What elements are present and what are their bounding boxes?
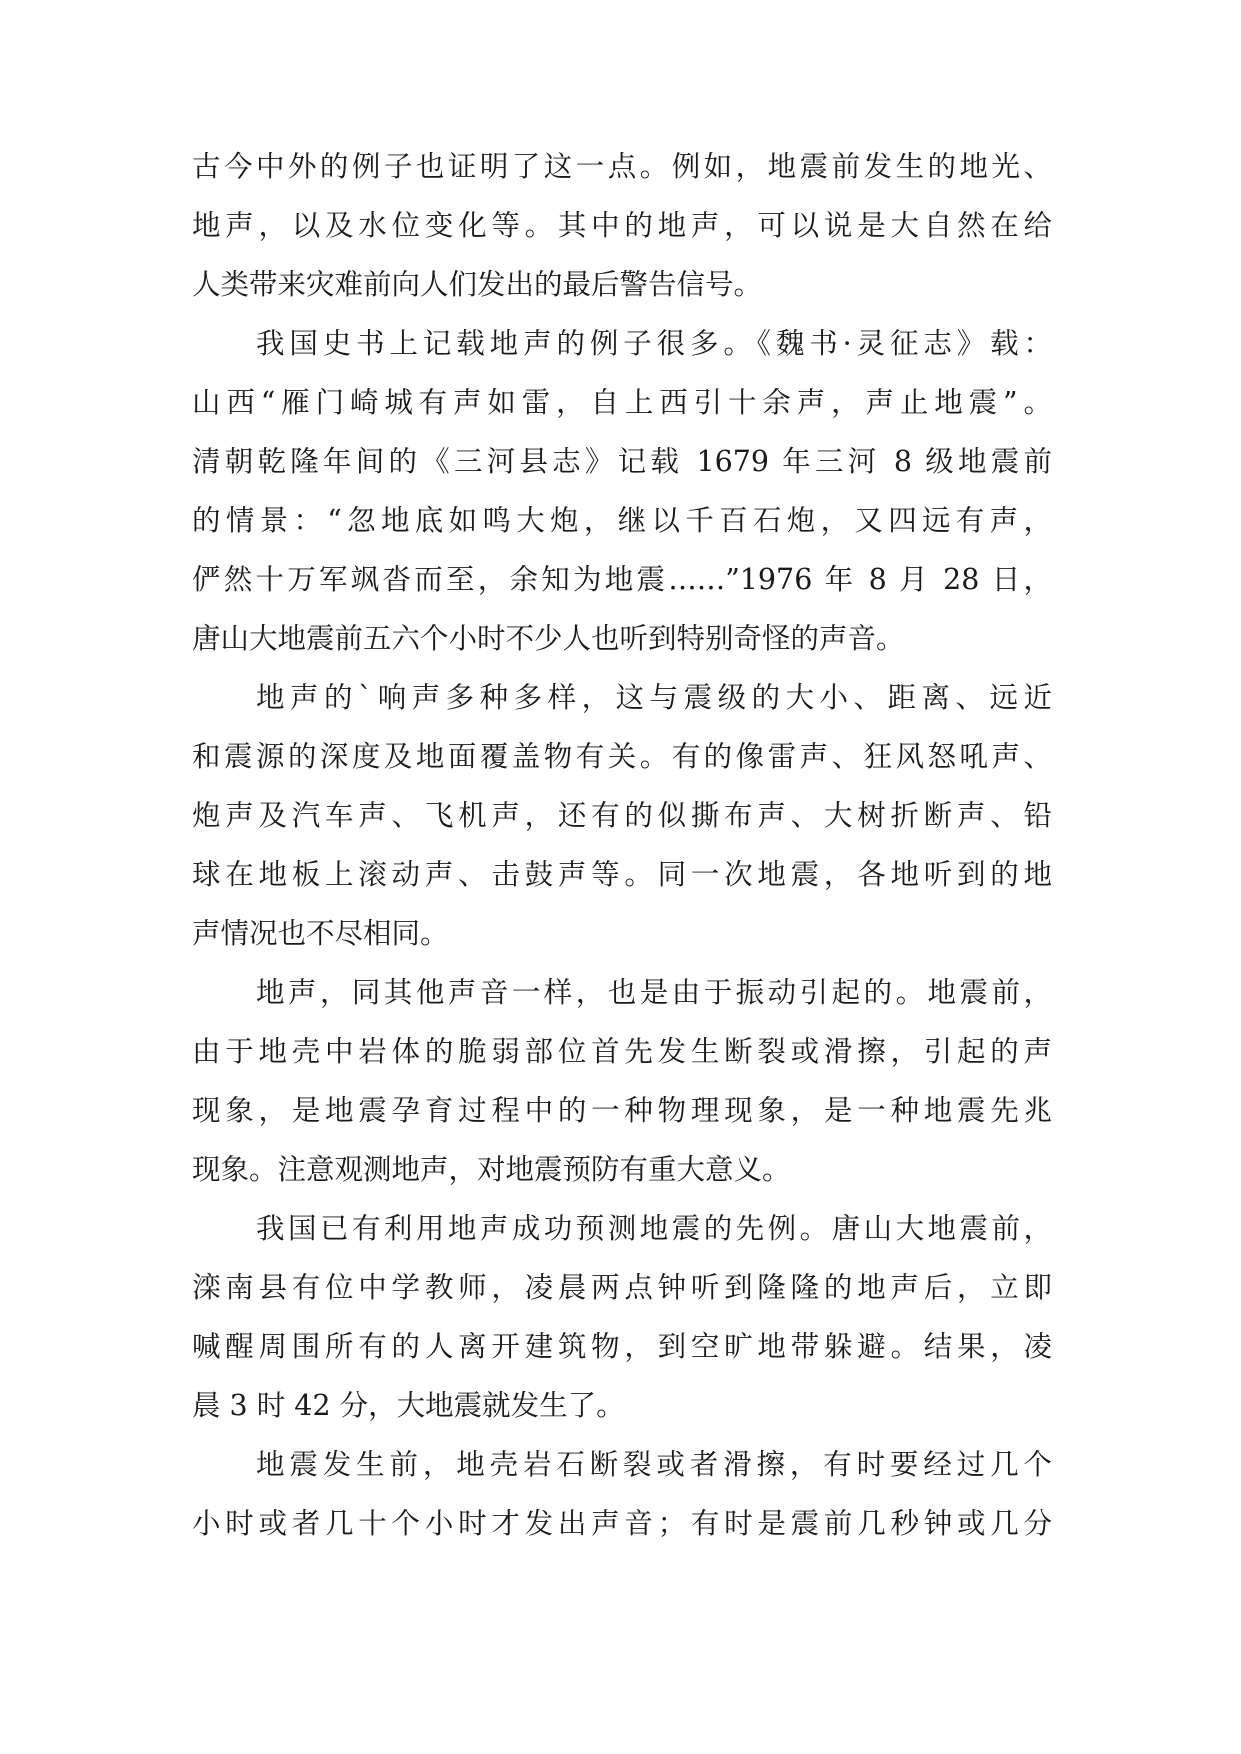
text-line: 小时或者几十个小时才发出声音；有时是震前几秒钟或几分 <box>192 1507 1052 1540</box>
text-line: 山西“雁门崎城有声如雷，自上西引十余声，声止地震”。 <box>192 386 1052 419</box>
text-line: 炮声及汽车声、飞机声，还有的似撕布声、大树折断声、铅 <box>192 799 1052 832</box>
text-line: 滦南县有位中学教师，凌晨两点钟听到隆隆的地声后，立即 <box>192 1271 1052 1304</box>
text-line: 晨 3 时 42 分，大地震就发生了。 <box>192 1389 625 1422</box>
paragraph-first-line: 地声的`响声多种多样，这与震级的大小、距离、远近 <box>256 681 1052 714</box>
text-line: 的情景：“忽地底如鸣大炮，继以千百石炮，又四远有声， <box>192 504 1052 537</box>
text-line: 俨然十万军飒沓而至，余知为地震……”1976 年 8 月 28 日， <box>192 563 1052 596</box>
text-line: 唐山大地震前五六个小时不少人也听到特别奇怪的声音。 <box>192 622 905 655</box>
text-line: 现象。注意观测地声，对地震预防有重大意义。 <box>192 1153 791 1186</box>
text-line: 喊醒周围所有的人离开建筑物，到空旷地带躲避。结果，凌 <box>192 1330 1052 1363</box>
paragraph-first-line: 我国已有利用地声成功预测地震的先例。唐山大地震前， <box>256 1212 1052 1245</box>
paragraph-first-line: 地声，同其他声音一样，也是由于振动引起的。地震前， <box>256 976 1052 1009</box>
text-line: 和震源的深度及地面覆盖物有关。有的像雷声、狂风怒吼声、 <box>192 740 1052 773</box>
text-line: 清朝乾隆年间的《三河县志》记载 1679 年三河 8 级地震前 <box>192 445 1052 478</box>
text-line: 现象，是地震孕育过程中的一种物理现象，是一种地震先兆 <box>192 1094 1052 1127</box>
article-body <box>192 137 1052 1553</box>
text-line: 古今中外的例子也证明了这一点。例如，地震前发生的地光、 <box>192 150 1052 183</box>
text-line: 声情况也不尽相同。 <box>192 917 449 950</box>
paragraph-first-line: 地震发生前，地壳岩石断裂或者滑擦，有时要经过几个 <box>256 1448 1052 1481</box>
text-line: 由于地壳中岩体的脆弱部位首先发生断裂或滑擦，引起的声 <box>192 1035 1052 1068</box>
paragraph-first-line: 我国史书上记载地声的例子很多。《魏书·灵征志》载： <box>256 327 1052 360</box>
text-line: 球在地板上滚动声、击鼓声等。同一次地震，各地听到的地 <box>192 858 1052 891</box>
text-line: 人类带来灾难前向人们发出的最后警告信号。 <box>192 268 763 301</box>
text-line: 地声，以及水位变化等。其中的地声，可以说是大自然在给 <box>192 209 1052 242</box>
